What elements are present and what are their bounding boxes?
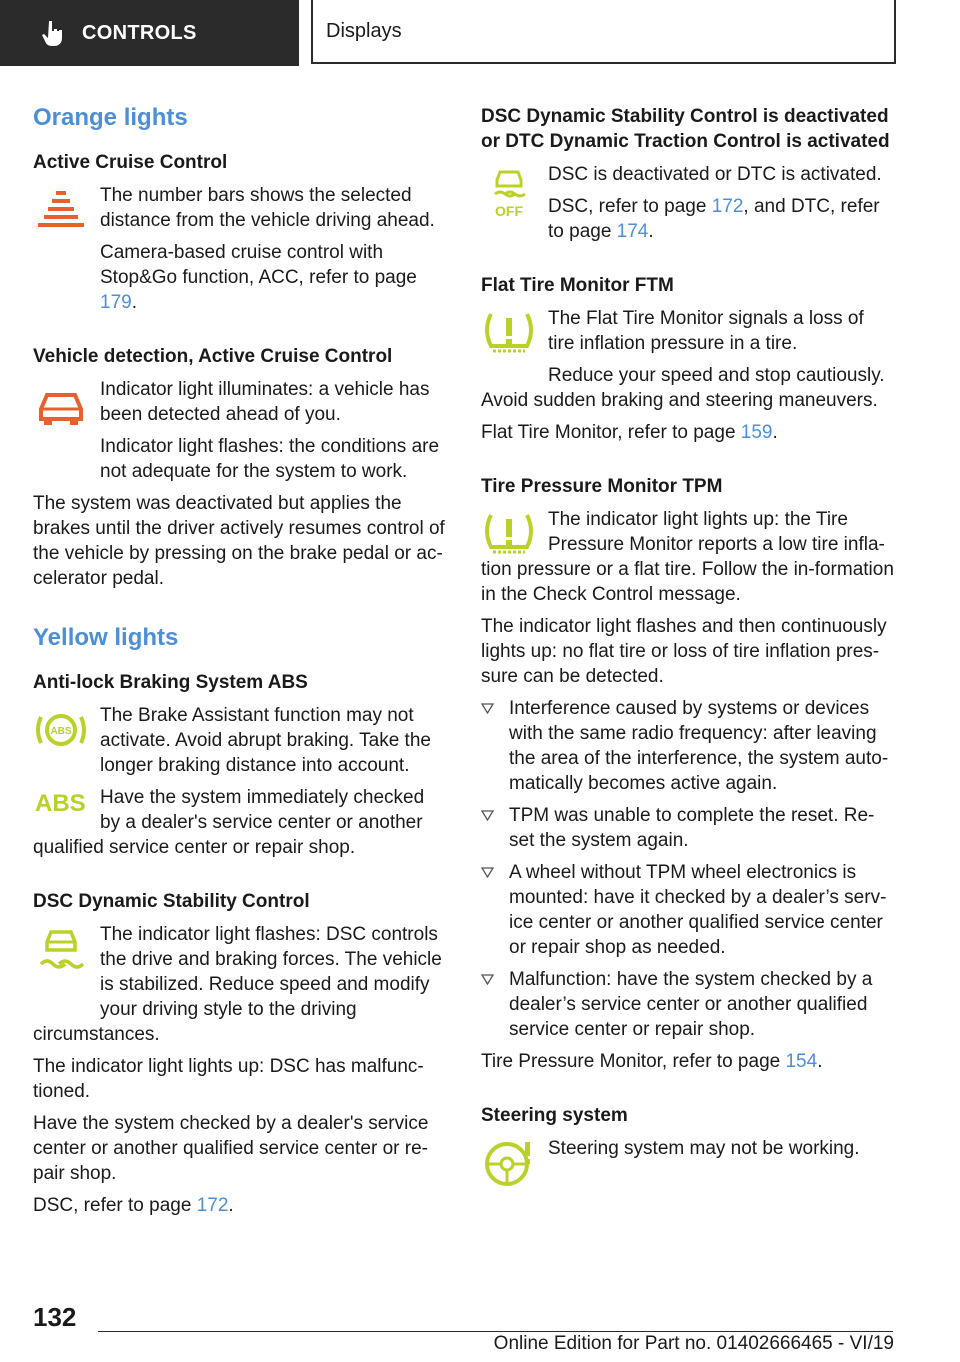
triangle-bullet-icon bbox=[481, 867, 494, 878]
svg-text:ABS: ABS bbox=[35, 790, 86, 817]
triangle-bullet-icon bbox=[481, 974, 494, 985]
page-link-172[interactable]: 172 bbox=[196, 1195, 229, 1216]
triangle-bullet-icon bbox=[481, 810, 494, 821]
ftm-title: Flat Tire Monitor FTM bbox=[481, 275, 674, 296]
tpm-p1: The indicator light lights up: the Tire Pressure Monitor reports a low tire infla-tion pressure or a flat tire. Follow the in-formation in the Check Control message. bbox=[481, 509, 894, 605]
page-link-172b[interactable]: 172 bbox=[711, 196, 744, 217]
page-link-179[interactable]: 179 bbox=[100, 292, 132, 313]
acc-p1: The number bars shows the selected distance from the vehicle driving ahead. bbox=[100, 185, 435, 231]
orange-lights-heading: Orange lights bbox=[33, 104, 188, 131]
footer-edition: Online Edition for Part no. 01402666465 - VI/19 bbox=[493, 1333, 894, 1354]
distance-bars-icon bbox=[33, 185, 89, 235]
steer-p1: Steering system may not be working. bbox=[548, 1138, 860, 1159]
dsc-off-entry bbox=[481, 104, 895, 244]
tpm-bullet-list bbox=[481, 696, 895, 1042]
ftm-p2: Reduce your speed and stop cautiously. Avoid sudden braking and steering maneuvers. bbox=[481, 365, 885, 411]
chapter-tab bbox=[311, 0, 896, 64]
ftm-p1: The Flat Tire Monitor signals a loss of tire inflation pressure in a tire. bbox=[548, 308, 864, 354]
dsc-off-icon bbox=[481, 164, 537, 220]
steering-entry bbox=[481, 1103, 895, 1161]
dsc-p2: The indicator light lights up: DSC has malfunc-tioned. bbox=[33, 1056, 424, 1102]
list-item: TPM was unable to complete the reset. Re-set the system again. bbox=[481, 803, 895, 853]
svg-text:ABS: ABS bbox=[50, 726, 72, 737]
chapter-label: Displays bbox=[326, 19, 402, 42]
dsc-entry bbox=[33, 889, 447, 1218]
ftm-p3: Flat Tire Monitor, refer to page 159. bbox=[481, 422, 778, 443]
vehicle-detection-entry bbox=[33, 344, 447, 591]
vehdet-p2: Indicator light flashes: the conditions are not adequate for the system to work. bbox=[100, 436, 440, 482]
abs-text-icon bbox=[33, 787, 89, 817]
abs-p1: The Brake Assistant function may not activate. Avoid abrupt braking. Take the longer braking distance into account. bbox=[100, 705, 431, 776]
page-link-159[interactable]: 159 bbox=[740, 422, 773, 443]
yellow-lights-heading: Yellow lights bbox=[33, 624, 179, 651]
tpm-p2: The indicator light flashes and then continuously lights up: no flat tire or loss of tire inflation pres-sure can be detected. bbox=[481, 616, 887, 687]
dsc-title: DSC Dynamic Stability Control bbox=[33, 891, 310, 912]
skidding-car-icon bbox=[33, 924, 89, 980]
list-item: Malfunction: have the system checked by a dealer’s service center or another qualified service center or repair shop. bbox=[481, 967, 895, 1042]
vehdet-title: Vehicle detection, Active Cruise Control bbox=[33, 346, 393, 367]
page-link-174[interactable]: 174 bbox=[616, 221, 649, 242]
page-link-154[interactable]: 154 bbox=[785, 1051, 818, 1072]
tpm-title: Tire Pressure Monitor TPM bbox=[481, 476, 723, 497]
abs-p2: Have the system immediately checked by a dealer's service center or another qualified service center or repair shop. bbox=[33, 787, 425, 858]
dscoff-title: DSC Dynamic Stability Control is deactivated or DTC Dynamic Traction Control is activated bbox=[481, 106, 890, 152]
dsc-p4: DSC, refer to page 172. bbox=[33, 1195, 234, 1216]
abs-title: Anti-lock Braking System ABS bbox=[33, 672, 308, 693]
tire-pressure-icon bbox=[481, 308, 537, 358]
footer-divider bbox=[98, 1331, 893, 1332]
acc-title: Active Cruise Control bbox=[33, 152, 228, 173]
tpm-p3: Tire Pressure Monitor, refer to page 154. bbox=[481, 1051, 823, 1072]
steering-wheel-warning-icon bbox=[481, 1138, 537, 1188]
svg-text:OFF: OFF bbox=[495, 203, 523, 219]
right-column bbox=[481, 104, 895, 1190]
hand-pointer-icon bbox=[38, 18, 68, 48]
acc-p2: Camera-based cruise control with Stop&Go function, ACC, refer to page 179. bbox=[100, 242, 417, 313]
car-front-icon bbox=[33, 379, 89, 429]
dsc-p1: The indicator light flashes: DSC controls the drive and braking forces. The vehicle is stabilized. Reduce speed and modify your driving style to the driving circumstances. bbox=[33, 924, 442, 1045]
abs-circle-icon bbox=[33, 705, 89, 755]
dscoff-p2: DSC, refer to page 172, and DTC, refer to page 174. bbox=[548, 196, 880, 242]
list-item: Interference caused by systems or devices with the same radio frequency: after leaving the area of the interference, the system auto-matically becomes active again. bbox=[481, 696, 895, 796]
section-tab[interactable] bbox=[0, 0, 299, 66]
page-header bbox=[0, 0, 960, 66]
tpm-entry bbox=[481, 474, 895, 1074]
dscoff-p1: DSC is deactivated or DTC is activated. bbox=[548, 164, 882, 185]
left-column bbox=[33, 100, 447, 1247]
section-label: CONTROLS bbox=[82, 21, 197, 44]
page-number: 132 bbox=[33, 1302, 77, 1332]
dsc-p3: Have the system checked by a dealer's service center or another qualified service center or re-pair shop. bbox=[33, 1113, 429, 1184]
triangle-bullet-icon bbox=[481, 703, 494, 714]
acc-icon-wrap bbox=[33, 183, 100, 233]
ftm-entry bbox=[481, 273, 895, 445]
vehdet-p1: Indicator light illuminates: a vehicle has been detected ahead of you. bbox=[100, 379, 430, 425]
acc-entry bbox=[33, 150, 447, 315]
list-item: A wheel without TPM wheel electronics is mounted: have it checked by a dealer’s serv-ice center or another qualified service center or repair shop as needed. bbox=[481, 860, 895, 960]
vehdet-p3: The system was deactivated but applies the brakes until the driver actively resumes control of the vehicle by pressing on the brake pedal or ac-celerator pedal. bbox=[33, 493, 445, 589]
tire-pressure-icon-2 bbox=[481, 509, 537, 559]
abs-entry bbox=[33, 670, 447, 860]
steer-title: Steering system bbox=[481, 1105, 628, 1126]
